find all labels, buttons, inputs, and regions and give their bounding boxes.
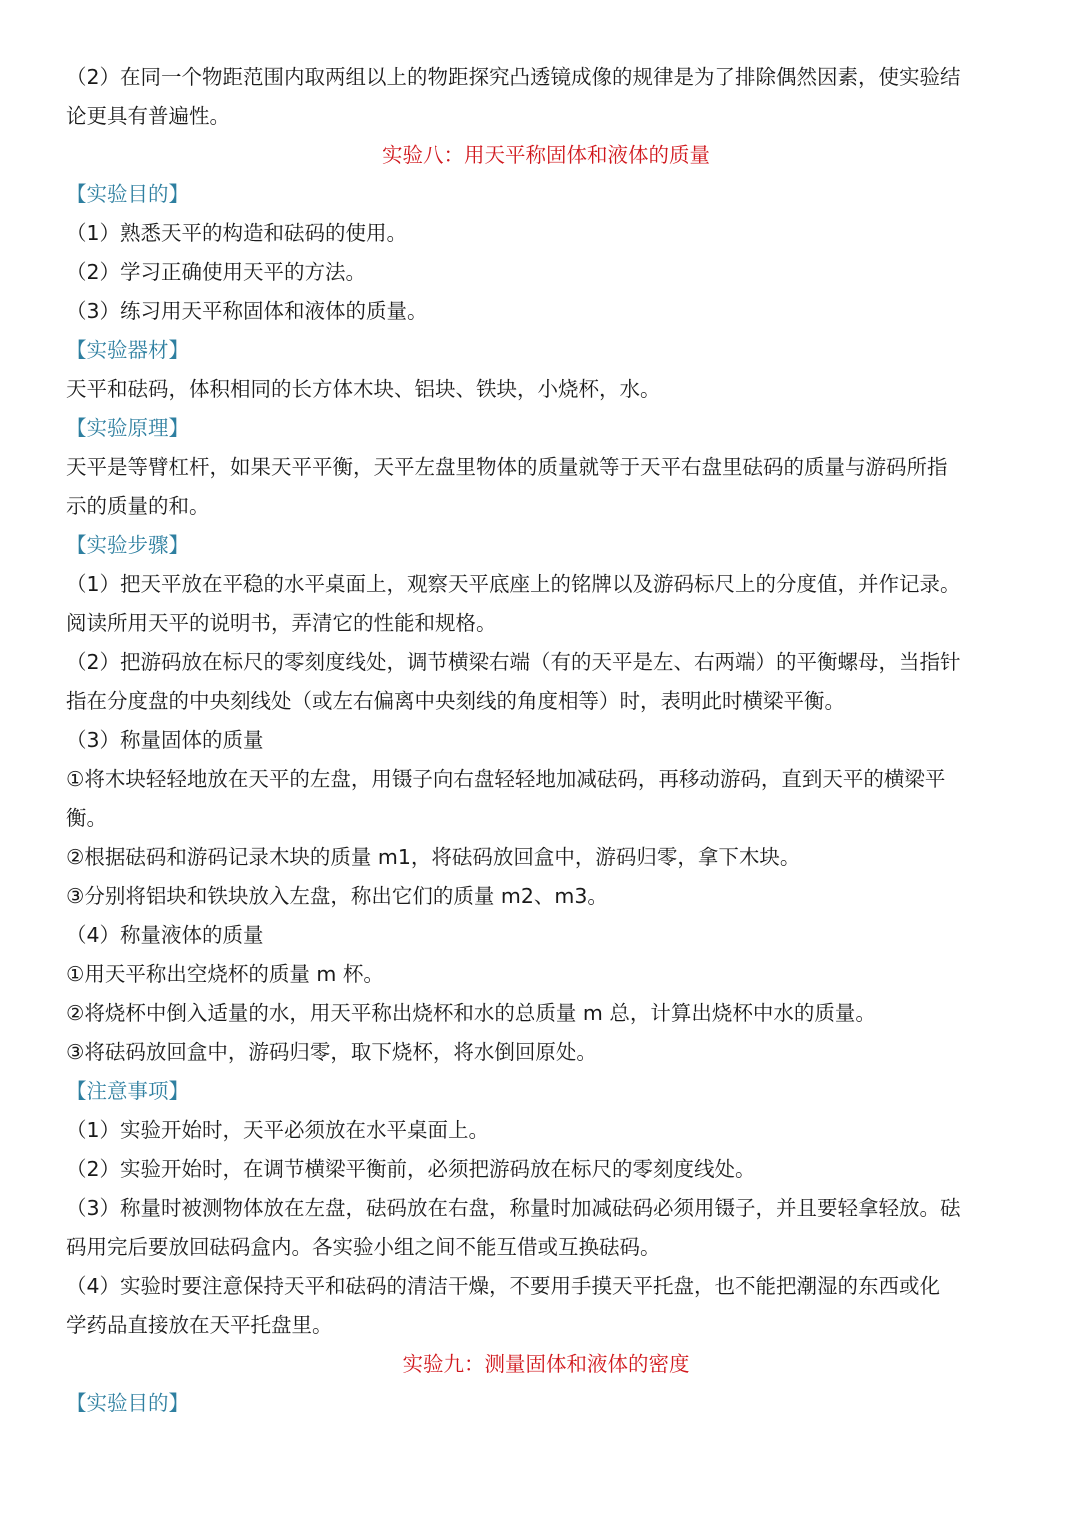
step-4-b: ②将烧杯中倒入适量的水，用天平称出烧杯和水的总质量 m 总，计算出烧杯中水的质量。 [66,1001,876,1025]
note-3-line-2: 码用完后要放回砝码盒内。各实验小组之间不能互借或互换砝码。 [66,1235,661,1259]
step-4-title: （4）称量液体的质量 [66,923,264,947]
step-3-b: ②根据砝码和游码记录木块的质量 m1，将砝码放回盒中，游码归零，拿下木块。 [66,845,801,869]
note-2: （2）实验开始时，在调节横梁平衡前，必须把游码放在标尺的零刻度线处。 [66,1157,756,1181]
step-3-a-line-2: 衡。 [66,806,107,830]
step-1-line-1: （1）把天平放在平稳的水平桌面上，观察天平底座上的铭牌以及游码标尺上的分度值，并作记录。 [66,572,961,596]
document-page [66,58,1016,1423]
equipment-text: 天平和砝码，体积相同的长方体木块、铝块、铁块，小烧杯，水。 [66,377,661,401]
principle-line-2: 示的质量的和。 [66,494,210,518]
notes-heading: 【注意事项】 [66,1079,189,1103]
purpose-item-2: （2）学习正确使用天平的方法。 [66,260,367,284]
step-1-line-2: 阅读所用天平的说明书，弄清它的性能和规格。 [66,611,497,635]
step-2-line-2: 指在分度盘的中央刻线处（或左右偏离中央刻线的角度相等）时，表明此时横梁平衡。 [66,689,845,713]
step-3-c: ③分别将铝块和铁块放入左盘，称出它们的质量 m2、m3。 [66,884,608,908]
note-4-line-2: 学药品直接放在天平托盘里。 [66,1313,333,1337]
experiment-9-purpose-heading: 【实验目的】 [66,1391,189,1415]
purpose-item-1: （1）熟悉天平的构造和砝码的使用。 [66,221,408,245]
step-4-a: ①用天平称出空烧杯的质量 m 杯。 [66,962,384,986]
step-2-line-1: （2）把游码放在标尺的零刻度线处，调节横梁右端（有的天平是左、右两端）的平衡螺母，当指针 [66,650,961,674]
note-1: （1）实验开始时，天平必须放在水平桌面上。 [66,1118,490,1142]
purpose-heading: 【实验目的】 [66,182,189,206]
principle-line-1: 天平是等臂杠杆，如果天平平衡，天平左盘里物体的质量就等于天平右盘里砝码的质量与游码所指 [66,455,948,479]
intro-line-2: 论更具有普遍性。 [66,104,230,128]
step-4-c: ③将砝码放回盒中，游码归零，取下烧杯，将水倒回原处。 [66,1040,597,1064]
note-4-line-1: （4）实验时要注意保持天平和砝码的清洁干燥，不要用手摸天平托盘，也不能把潮湿的东西或化 [66,1274,941,1298]
experiment-8-title: 实验八：用天平称固体和液体的质量 [382,143,710,167]
note-3-line-1: （3）称量时被测物体放在左盘，砝码放在右盘，称量时加减砝码必须用镊子，并且要轻拿轻放。砝 [66,1196,961,1220]
step-3-title: （3）称量固体的质量 [66,728,264,752]
experiment-9-title: 实验九：测量固体和液体的密度 [402,1352,690,1376]
purpose-item-3: （3）练习用天平称固体和液体的质量。 [66,299,428,323]
step-3-a-line-1: ①将木块轻轻地放在天平的左盘，用镊子向右盘轻轻地加减砝码，再移动游码，直到天平的横梁平 [66,767,946,791]
steps-heading: 【实验步骤】 [66,533,189,557]
equipment-heading: 【实验器材】 [66,338,189,362]
intro-line-1: （2）在同一个物距范围内取两组以上的物距探究凸透镜成像的规律是为了排除偶然因素，使实验结 [66,65,961,89]
principle-heading: 【实验原理】 [66,416,189,440]
